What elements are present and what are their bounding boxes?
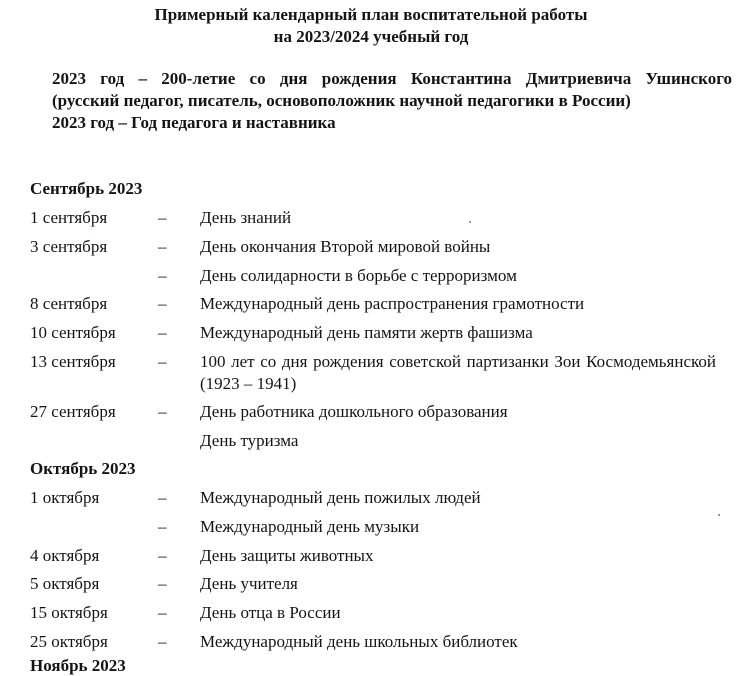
event-date: 1 октября (30, 488, 100, 507)
event-dash: – (158, 517, 167, 536)
event-description: Международный день пожилых людей (200, 488, 481, 507)
event-date: 1 сентября (30, 208, 108, 227)
month-heading-november-partial: Ноябрь 2023 (30, 656, 126, 675)
event-description: День учителя (200, 574, 298, 593)
event-description: День знаний (200, 208, 292, 227)
event-dash: – (158, 294, 167, 313)
event-date: 27 сентября (30, 402, 116, 421)
event-date: 3 сентября (30, 237, 108, 256)
event-description: День окончания Второй мировой войны (200, 237, 491, 256)
event-dash: – (158, 632, 167, 651)
month-heading-september: Сентябрь 2023 (30, 179, 143, 198)
event-date: 4 октября (30, 546, 100, 565)
event-description: Международный день школьных библиотек (200, 632, 518, 651)
event-date: 15 октября (30, 603, 108, 622)
event-dash: – (158, 323, 167, 342)
event-dash: – (158, 603, 167, 622)
event-description: 100 лет со дня рождения советской партизанки Зои Космодемьянской (1923 – 1941) (200, 352, 716, 393)
event-description: День защиты животных (200, 546, 374, 565)
document-title-line1: Примерный календарный план воспитательной работы (154, 5, 588, 24)
event-dash: – (158, 402, 167, 421)
document-title-line2: на 2023/2024 учебный год (273, 27, 469, 46)
event-dash: – (158, 574, 167, 593)
event-dash: – (158, 352, 167, 371)
event-description: Международный день распространения грамотности (200, 294, 585, 313)
event-description: День отца в России (200, 603, 341, 622)
event-date: 8 сентября (30, 294, 108, 313)
event-dash: – (158, 488, 167, 507)
event-description: День туризма (200, 431, 299, 450)
scan-speck (718, 514, 720, 516)
event-dash: – (158, 266, 167, 285)
event-dash: – (158, 237, 167, 256)
intro-ushinsky-anniversary: 2023 год – 200-летие со дня рождения Константина Дмитриевича Ушинского (52, 69, 732, 88)
event-dash: – (158, 546, 167, 565)
event-description: День солидарности в борьбе с терроризмом (200, 266, 517, 285)
event-description: Международный день памяти жертв фашизма (200, 323, 533, 342)
intro-year-of-teacher: 2023 год – Год педагога и наставника (52, 113, 336, 132)
event-date: 5 октября (30, 574, 100, 593)
event-description: Международный день музыки (200, 517, 420, 536)
scan-speck (469, 221, 471, 223)
month-heading-october: Октябрь 2023 (30, 459, 136, 478)
intro-ushinsky-description: (русский педагог, писатель, основоположник научной педагогики в России) (52, 91, 631, 110)
event-date: 13 сентября (30, 352, 116, 371)
event-date: 10 сентября (30, 323, 116, 342)
event-description: День работника дошкольного образования (200, 402, 508, 421)
event-dash: – (158, 208, 167, 227)
event-date: 25 октября (30, 632, 108, 651)
